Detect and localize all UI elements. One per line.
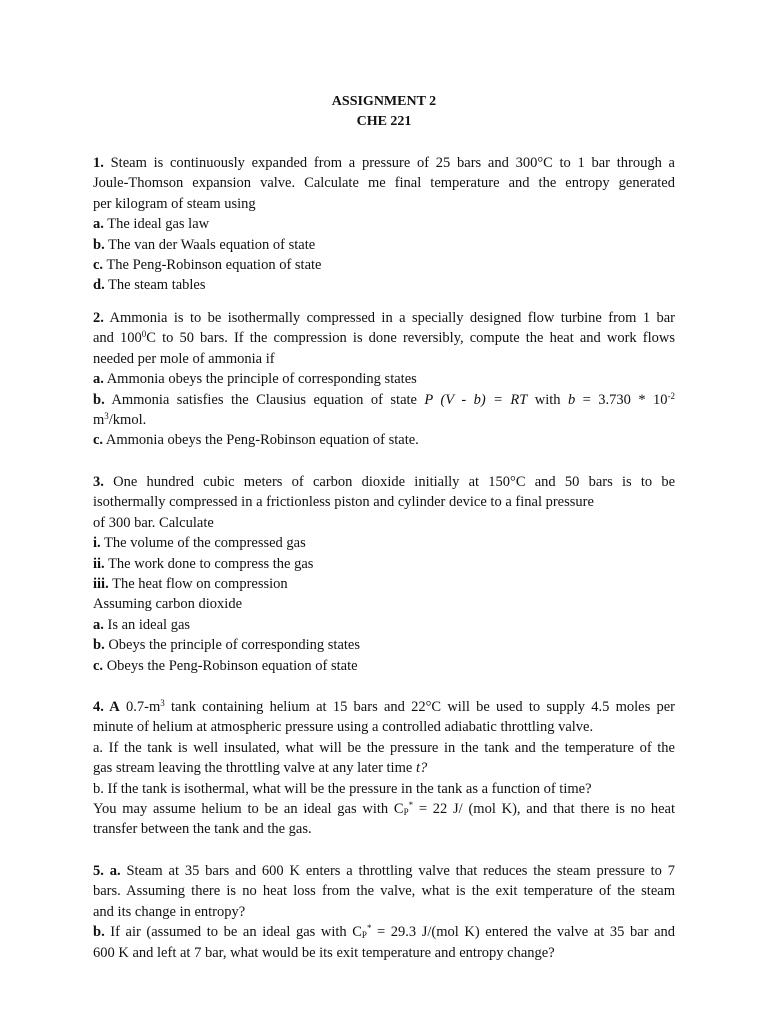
q3-case-c: c. Obeys the Peng-Robinson equation of state xyxy=(93,657,358,674)
q3-assume: Assuming carbon dioxide xyxy=(93,596,243,613)
q3-calc-iii: iii. The heat flow on compression xyxy=(93,576,288,593)
q3-line-2: isothermally compressed in a frictionless piston and cylinder device to a final pressure xyxy=(93,494,594,511)
q1-line-3: per kilogram of steam using xyxy=(93,195,256,212)
q4-line-5: b. If the tank is isothermal, what will be the pressure in the tank as a function of time? xyxy=(93,780,592,797)
question-3 xyxy=(93,472,675,676)
question-4 xyxy=(93,697,675,840)
q4-line-4: gas stream leaving the throttling valve at any later time t? xyxy=(93,760,428,777)
q2-line-2: and $100^0C$ to 50 bars. If the compression is done reversibly, compute the heat and work flows xyxy=(93,329,676,347)
q4-number: 4. A xyxy=(93,699,120,715)
q1-item-d: d. The steam tables xyxy=(93,277,206,294)
q3-calc-ii: ii. The work done to compress the gas xyxy=(93,555,314,572)
question-5 xyxy=(93,861,675,963)
q2-line-3: needed per mole of ammonia if xyxy=(93,350,275,367)
assignment-title: ASSIGNMENT 2 xyxy=(331,94,437,109)
q4-line-7: transfer between the tank and the gas. xyxy=(93,821,312,838)
q3-case-a: a. Is an ideal gas xyxy=(93,616,191,633)
q2-number: 2. xyxy=(93,310,104,326)
q2-item-c: c. Ammonia obeys the Peng-Robinson equation of state. xyxy=(93,432,419,449)
q5-line-4: b. If air (assumed to be an ideal gas with $C_P^* = 29.3$ J/(mol K) entered the valve at 35 bar and xyxy=(93,923,676,941)
q2-item-b: b. Ammonia satisfies the Clausius equation of state P (V - b) = RT with $b = 3.730 * 10^{-2}$ xyxy=(93,390,676,408)
q1-line-1: 1. Steam is continuously expanded from a pressure of 25 bars and 300°C to 1 bar through a xyxy=(93,155,675,171)
q1-line-2: Joule-Thomson expansion valve. Calculate me final temperature and the entropy generated xyxy=(93,175,675,192)
q5-line-2: bars. Assuming there is no heat loss from the valve, what is the exit temperature of the steam xyxy=(93,883,675,900)
question-1 xyxy=(93,153,675,296)
q4-line-2: minute of helium at atmospheric pressure using a controlled adiabatic throttling valve. xyxy=(93,719,594,736)
q4-line-1: 4. A $0.7-m^3$ tank containing helium at 15 bars and 22°C will be used to supply 4.5 moles per xyxy=(93,698,675,715)
q5-line-5: 600 K and left at 7 bar, what would be its exit temperature and entropy change? xyxy=(93,944,555,961)
q3-calc-i: i. The volume of the compressed gas xyxy=(93,535,306,552)
q1-item-b: b. The van der Waals equation of state xyxy=(93,236,316,253)
q3-case-b: b. Obeys the principle of corresponding states xyxy=(93,637,360,654)
question-2 xyxy=(93,308,675,451)
q4-line-6: You may assume helium to be an ideal gas with $C_P^* = 22$ J/ (mol K), and that there is no heat xyxy=(93,800,676,818)
q2-line-1: 2. Ammonia is to be isothermally compressed in a specially designed flow turbine from 1 bar xyxy=(93,310,675,326)
course-code: CHE 221 xyxy=(356,114,412,129)
q1-item-a: a. The ideal gas law xyxy=(93,216,210,233)
q2-item-a: a. Ammonia obeys the principle of corresponding states xyxy=(93,371,417,388)
q1-item-c: c. The Peng-Robinson equation of state xyxy=(93,257,322,274)
q3-line-3: of 300 bar. Calculate xyxy=(93,514,214,531)
q1-number: 1. xyxy=(93,155,104,171)
q3-line-1: 3. One hundred cubic meters of carbon dioxide initially at 150°C and 50 bars is to be xyxy=(93,474,676,490)
q4-line-3: a. If the tank is well insulated, what will be the pressure in the tank and the temperature of the xyxy=(93,739,675,756)
q5-line-1: 5. a. Steam at 35 bars and 600 K enters a throttling valve that reduces the steam pressure to 7 xyxy=(93,863,676,879)
q3-number: 3. xyxy=(93,474,104,490)
clausius-equation: P (V - b) = RT xyxy=(424,391,528,408)
q2-item-b-unit: $m^3$/kmol. xyxy=(93,411,147,429)
q5-line-3: and its change in entropy? xyxy=(93,903,246,920)
q5-number: 5. a. xyxy=(93,863,121,879)
